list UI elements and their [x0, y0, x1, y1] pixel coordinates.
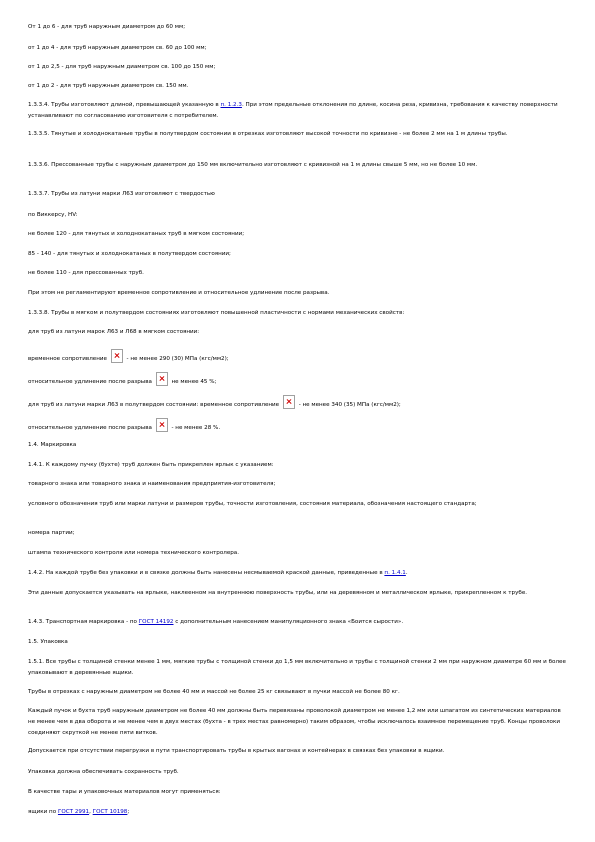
text: . — [405, 570, 408, 576]
paragraph-1-3-3-4 — [28, 100, 568, 122]
paragraph: не более 120 - для тянутых и холоднокатаных труб в мягком состоянии; — [28, 231, 245, 237]
broken-image-icon — [111, 349, 123, 363]
text: - не менее 340 (35) МПа (кгс/мм2); — [298, 402, 401, 408]
text: - не менее 28 %. — [171, 425, 221, 431]
text: 1.4.3. Транспортная маркировка - по — [28, 619, 137, 625]
paragraph: Трубы в отрезках с наружным диаметром не более 40 мм и массой не более 25 кг связывают в пучки массой не более 80 кг. — [28, 689, 400, 695]
paragraph: 85 - 140 - для тянутых и холоднокатаных в полутвердом состоянии; — [28, 251, 231, 257]
section-heading-1-5: 1.5. Упаковка — [28, 639, 68, 645]
text: не менее 45 %; — [171, 379, 217, 385]
paragraph: по Виккерсу, HV: — [28, 212, 78, 218]
paragraph-1-4-2 — [28, 568, 568, 579]
paragraph: не более 110 - для прессованных труб. — [28, 270, 144, 276]
link-gost-10198[interactable]: ГОСТ 10198 — [92, 809, 128, 815]
paragraph: От 1 до 6 - для труб наружным диаметром до 60 мм; — [28, 24, 186, 30]
paragraph: При этом не регламентируют временное сопротивление и относительное удлинение после разрыва. — [28, 290, 330, 296]
paragraph-1-3-3-6: 1.3.3.6. Прессованные трубы с наружным диаметром до 150 мм включительно изготовляют с кривизной на 1 м длины свыше 5 мм, но не более 10 мм. — [28, 162, 478, 168]
paragraph: товарного знака или товарного знака и наименования предприятия-изготовителя; — [28, 481, 276, 487]
link-gost-14192[interactable]: ГОСТ 14192 — [138, 619, 174, 625]
text: . При этом предельные отклонения по длине, косина реза, кривизна, требования к качеству поверхности устанавливают по согласованию изготовителя с потребителем. — [28, 102, 558, 119]
text: 1.3.3.4. Трубы изготовляют длиной, превышающей указанную в — [28, 102, 219, 108]
paragraph-1-3-3-7: 1.3.3.7. Трубы из латуни марки Л63 изготовляют с твердостью — [28, 191, 215, 197]
paragraph: Эти данные допускается указывать на ярлыке, наклеенном на внутреннюю поверхность трубы, или на деревянном и металлическом ярлыке, прикрепленном к трубе. — [28, 590, 528, 596]
text: для труб из латуни марки Л63 в полутвердом состоянии: временное сопротивление — [28, 402, 280, 408]
paragraph-1-3-3-5: 1.3.3.5. Тянутые и холоднокатаные трубы в полутвердом состоянии в отрезках изготовляют высокой точности по кривизне - не более 2 мм на 1 м длины трубы. — [28, 131, 508, 137]
text: - не менее 290 (30) МПа (кгс/мм2); — [126, 356, 229, 362]
paragraph-1-4-1: 1.4.1. К каждому пучку (бухте) труб должен быть прикреплен ярлык с указанием: — [28, 462, 274, 468]
text: , — [89, 809, 91, 815]
paragraph: для труб из латуни марок Л63 и Л68 в мягком состоянии: — [28, 329, 200, 335]
broken-image-icon — [156, 418, 168, 432]
paragraph-1-5-1: 1.5.1. Все трубы с толщиной стенки менее 1 мм, мягкие трубы с толщиной стенки до 1,5 мм включительно и трубы с толщиной стенки 2 мм при наружном диаметре 60 мм и более упаковывают в деревянные ящики. — [28, 659, 566, 676]
paragraph: номера партии; — [28, 530, 75, 536]
text: 1.4.2. На каждой трубе без упаковки и в связке должны быть нанесены несмываемой краской данные, приведенные в — [28, 570, 383, 576]
link-gost-2991[interactable]: ГОСТ 2991 — [57, 809, 90, 815]
link-p-1-4-1[interactable]: п. 1.4.1 — [384, 570, 406, 576]
paragraph — [28, 395, 568, 411]
paragraph — [28, 372, 568, 388]
text: временное сопротивление — [28, 356, 107, 362]
text: с дополнительным нанесением манипуляционного знака «Боится сырости». — [175, 619, 404, 625]
paragraph: Упаковка должна обеспечивать сохранность труб. — [28, 769, 179, 775]
paragraph-1-4-3 — [28, 617, 568, 628]
section-heading-1-4: 1.4. Маркировка — [28, 442, 77, 448]
broken-image-icon — [283, 395, 295, 409]
paragraph — [28, 349, 568, 365]
paragraph: штампа технического контроля или номера технического контролера. — [28, 550, 240, 556]
paragraph: Допускается при отсутствии перегрузки в пути транспортировать трубы в крытых вагонах и контейнерах в связках без упаковки в ящики. — [28, 748, 445, 754]
link-p-1-2-3[interactable]: п. 1.2.3 — [220, 102, 242, 108]
text: ящики по — [28, 809, 57, 815]
paragraph: от 1 до 2,5 - для труб наружным диаметром св. 100 до 150 мм; — [28, 64, 216, 70]
paragraph: от 1 до 4 - для труб наружным диаметром св. 60 до 100 мм; — [28, 45, 207, 51]
text: ; — [127, 809, 130, 815]
paragraph — [28, 418, 568, 434]
paragraph: Каждый пучок и бухта труб наружным диаметром не более 40 мм должны быть перевязаны проволокой диаметром не менее 1,2 мм или шпагатом из синтетических материалов не менее чем в два оборота и не менее чем в двух местах (бухта - в трех местах равномерно) таким образом, чтобы исключалось взаимное перемещение труб. Концы проволоки соединяют скруткой не менее пяти витков. — [28, 708, 561, 736]
paragraph — [28, 807, 568, 818]
paragraph-1-3-3-8: 1.3.3.8. Трубы в мягком и полутвердом состояниях изготовляют повышенной пластичности с нормами механических свойств: — [28, 310, 405, 316]
paragraph: В качестве тары и упаковочных материалов могут применяться: — [28, 789, 221, 795]
broken-image-icon — [156, 372, 168, 386]
paragraph: от 1 до 2 - для труб наружным диаметром св. 150 мм. — [28, 83, 189, 89]
paragraph: условного обозначения труб или марки латуни и размеров трубы, точности изготовления, состояния материала, обозначения настоящего стандарта; — [28, 501, 477, 507]
text: относительное удлинение после разрыва — [28, 379, 152, 385]
text: относительное удлинение после разрыва — [28, 425, 152, 431]
